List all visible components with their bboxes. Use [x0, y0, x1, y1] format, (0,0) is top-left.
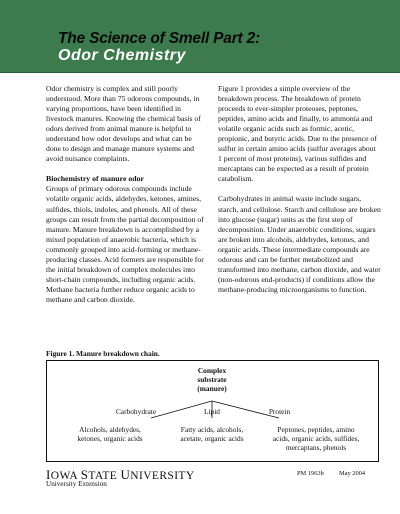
right-paragraph-1: Figure 1 provides a simple overview of the breakdown process. The breakdown of protein proceeds to ever-simpler proteoses, peptones, peptides, amino acids and finally, to ammonia and volatile organic acids such as formic, acetic, propionic, and butyric acids. Due to the presence of sulfur in certain amino acids (sulfur averages about 1 percent of most proteins), various sulfides and mercaptans can be expected as a result of protein catabolism. [218, 84, 377, 184]
title-banner [0, 0, 400, 73]
series-title: The Science of Smell Part 2: [58, 30, 261, 47]
root-node [187, 366, 237, 394]
lipid-products-line-1: Fatty acids, alcohols, [180, 425, 244, 434]
logo-letter-s: S [80, 467, 89, 482]
protein-products-line-2: acids, organic acids, sulfides, [272, 434, 360, 444]
root-line-3: (manure) [197, 384, 227, 394]
carbohydrate-products-line-2: ketones, organic acids [77, 434, 143, 444]
logo-letter-u: U [120, 467, 131, 482]
lipid-node: Lipid [203, 407, 220, 416]
right-paragraph-2: Carbohydrates in animal waste include sugars, starch, and cellulose. Starch and cellulose are broken into glucose (sugar) units as the first step of decomposition. Under anaerobic conditions, sugars are broken into alcohols, aldehydes, ketones, and organic acids. These intermediate compounds are odorous and can be further metabolized and transformed into methane, carbon dioxide, and water (non-odorous end-products) if conditions allow the methane-producing microorganisms to function. [218, 194, 381, 294]
figure-caption: Figure 1. Manure breakdown chain. [46, 349, 160, 358]
root-line-2: substrate [197, 375, 227, 385]
section-heading: Biochemistry of manure odor [46, 174, 144, 184]
logo-word-niversity: NIVERSITY [130, 470, 195, 482]
lipid-products [162, 425, 262, 443]
protein-node: Protein [268, 407, 291, 416]
figure-diagram [46, 360, 379, 462]
protein-products-line-3: mercaptans, phenols [285, 443, 347, 453]
logo-letter-i: I [46, 467, 51, 482]
logo-word-owa: OWA [50, 470, 81, 482]
protein-products [257, 425, 375, 453]
intro-paragraph: Odor chemistry is complex and still poorly understood. More than 75 odorous compounds, in varying proportions, have been identified in livestock manures. Knowing the chemical basis of odors derived from animal manure is helpful to understand how odor develops and what can be done to design and manage manure systems and avoid nuisance complaints. [46, 84, 201, 164]
logo-word-tate: TATE [88, 470, 121, 482]
extension-label: University Extension [46, 480, 107, 488]
carbohydrate-node: Carbohydrate [115, 407, 157, 416]
page-title: Odor Chemistry [58, 47, 186, 64]
root-line-1: Complex [197, 366, 227, 375]
left-column [46, 84, 206, 315]
publication-number: PM 1963b [297, 470, 324, 477]
publication-date: May 2004 [339, 470, 366, 477]
protein-products-line-1: Peptones, peptides, amino [277, 425, 355, 434]
right-column [218, 84, 381, 305]
carbohydrate-products [55, 425, 165, 443]
section-paragraph: Groups of primary odorous compounds include volatile organic acids, aldehydes, ketones, amines, sulfides, thiols, indoles, and phenols. All of these groups can result from the partial decomposition of manure. Manure breakdown is accomplished by a mixed population of anaerobic bacteria, which is commonly grouped into acid-forming or methane-producing classes. Acid formers are responsible for the initial breakdown of complex molecules into short-chain compounds, including organic acids. Methane bacteria further reduce organic acids to methane and carbon dioxide. [46, 184, 204, 304]
carbohydrate-products-line-1: Alcohols, aldehydes, [79, 425, 141, 434]
lipid-products-line-2: acetate, organic acids [180, 434, 244, 444]
